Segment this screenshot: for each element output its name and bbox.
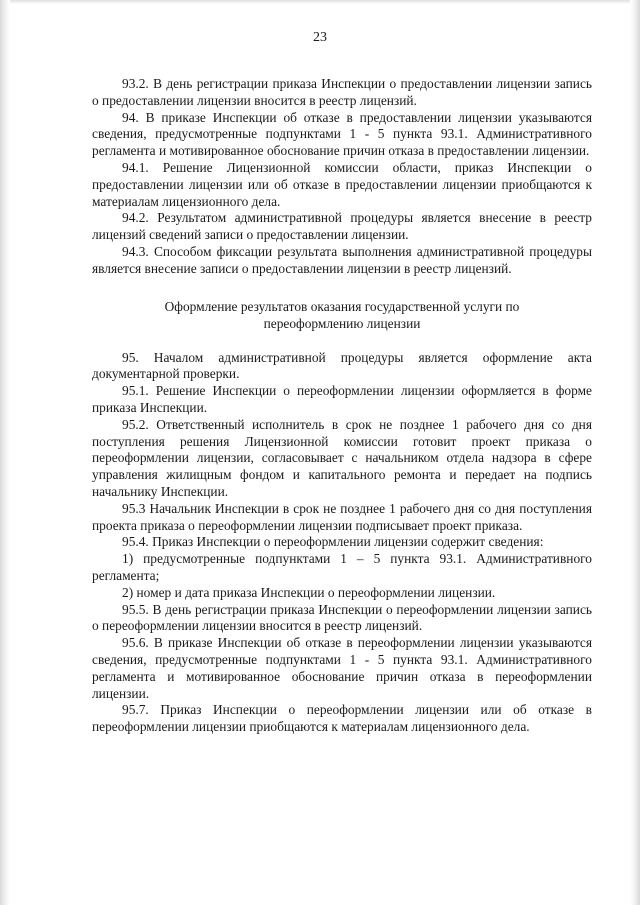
paragraph-93-2: 93.2. В день регистрации приказа Инспекции о предоставлении лицензии запись о предоставлении лицензии вносится в реестр лицензий. (92, 76, 592, 108)
paragraph-95-1: 95.1. Решение Инспекции о переоформлении лицензии оформляется в форме приказа Инспекции. (92, 383, 592, 415)
list-item-2: 2) номер и дата приказа Инспекции о переоформлении лицензии. (122, 584, 496, 600)
paragraph-95-4: 95.4. Приказ Инспекции о переоформлении лицензии содержит сведения: (122, 534, 544, 550)
scan-top-edge (0, 0, 640, 4)
list-item-1: 1) предусмотренные подпунктами 1 – 5 пункта 93.1. Административного регламента; (92, 551, 592, 583)
paragraph-94-2: 94.2. Результатом административной процедуры является внесение в реестр лицензий сведений записи о предоставлении лицензии. (92, 210, 592, 243)
paragraph-94-1: 94.1. Решение Лицензионной комиссии области, приказ Инспекции о предоставлении лицензии или об отказе в предоставлении лицензии приобщаются к материалам лицензионного дела. (92, 159, 592, 209)
paragraph-94-3: 94.3. Способом фиксации результата выполнения административной процедуры является внесение записи о предоставлении лицензии в реестр лицензий. (92, 243, 592, 276)
document-body (92, 76, 592, 736)
paragraph-94: 94. В приказе Инспекции об отказе в предоставлении лицензии указываются сведения, предусмотренные подпунктами 1 - 5 пункта 93.1. Административного регламента и мотивированное обоснование причин отказа в предоставлении лицензии. (92, 109, 592, 159)
section-heading: Оформление результатов оказания государственной услуги по переоформлению лицензии (164, 298, 520, 331)
paragraph-95-3: 95.3 Начальник Инспекции в срок не позднее 1 рабочего дня со дня поступления проекта приказа о переоформлении лицензии подписывает проект приказа. (92, 500, 592, 533)
page-number: 23 (313, 30, 327, 45)
paragraph-95: 95. Началом административной процедуры является оформление акта документарной проверки. (92, 349, 592, 382)
paragraph-95-6: 95.6. В приказе Инспекции об отказе в переоформлении лицензии указываются сведения, предусмотренные подпунктами 1 - 5 пункта 93.1. Административного регламента и мотивированное обоснование причин отказа в переоформлении лицензии. (92, 635, 592, 701)
paragraph-95-7: 95.7. Приказ Инспекции о переоформлении лицензии или об отказе в переоформлении лицензии приобщаются к материалам лицензионного дела. (92, 702, 592, 735)
scan-left-edge (0, 0, 10, 905)
paragraph-95-2: 95.2. Ответственный исполнитель в срок не позднее 1 рабочего дня со дня поступления решения Лицензионной комиссии готовит проект приказа о переоформлении лицензии, согласовывает с начальником отдела надзора в сфере управления жилищным фондом и капитального ремонта и передает на подпись начальнику Инспекции. (92, 416, 592, 499)
scan-right-edge (630, 0, 640, 905)
paragraph-95-5: 95.5. В день регистрации приказа Инспекции о переоформлении лицензии запись о переоформлении лицензии вносится в реестр лицензий. (92, 601, 592, 634)
